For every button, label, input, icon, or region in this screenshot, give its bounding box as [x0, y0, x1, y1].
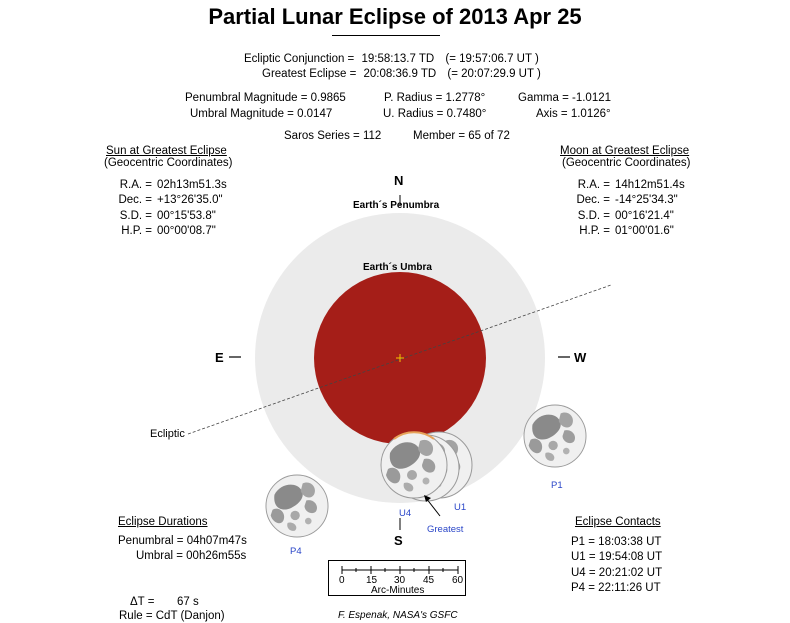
pen-mag: Penumbral Magnitude = 0.9865 — [185, 92, 346, 104]
saros-member: Member = 65 of 72 — [413, 130, 510, 142]
ecliptic-label: Ecliptic — [150, 428, 185, 440]
sun-subheading: (Geocentric Coordinates) — [104, 157, 233, 169]
duration-penumbral: Penumbral = 04h07m47s — [118, 535, 247, 547]
scale-tick-45: 45 — [423, 575, 435, 586]
greatest-label: Greatest Eclipse = — [262, 68, 357, 80]
contacts-heading: Eclipse Contacts — [575, 516, 661, 528]
moon-u4 — [381, 432, 447, 498]
duration-umbral: Umbral = 00h26m55s — [136, 550, 247, 562]
moon-row: S.D. = 00°16'21.4" — [577, 209, 674, 222]
penumbra-label: Earth´s Penumbra — [353, 200, 440, 211]
delta-t-label: ΔT = — [130, 596, 155, 608]
contact-label-p4: P4 — [290, 546, 302, 557]
axis: Axis = 1.0126° — [536, 108, 611, 120]
sun-row: R.A. = 02h13m51.3s — [119, 179, 227, 191]
contact-row: P1 = 18:03:38 UT — [571, 536, 662, 548]
p-radius: P. Radius = 1.2778° — [384, 92, 486, 104]
moon-p1 — [524, 405, 586, 467]
durations-heading: Eclipse Durations — [118, 516, 208, 528]
umbra-label: Earth´s Umbra — [363, 262, 432, 273]
umb-mag: Umbral Magnitude = 0.0147 — [190, 108, 333, 120]
contact-row: U1 = 19:54:08 UT — [571, 551, 663, 564]
gamma: Gamma = -1.0121 — [518, 92, 612, 104]
south-label: S — [394, 533, 403, 548]
moon-subheading: (Geocentric Coordinates) — [562, 157, 691, 169]
scale-tick-60: 60 — [452, 575, 464, 586]
scale-label: Arc-Minutes — [371, 585, 425, 596]
scale-tick-15: 15 — [366, 575, 378, 586]
contact-label-u4: U4 — [399, 508, 412, 519]
saros-series: Saros Series = 112 — [284, 130, 382, 142]
scale-tick-30: 30 — [394, 575, 406, 586]
rule-text: Rule = CdT (Danjon) — [119, 610, 225, 622]
sun-row: Dec. = +13°26'35.0" — [118, 194, 223, 207]
page-title: Partial Lunar Eclipse of 2013 Apr 25 — [208, 4, 582, 29]
greatest-td: 20:08:36.9 TD — [363, 68, 437, 80]
credit-text: F. Espenak, NASA's GSFC — [338, 610, 458, 621]
contact-label-p1: P1 — [551, 480, 563, 491]
moon-p4 — [266, 475, 328, 537]
conjunction-td: 19:58:13.7 TD — [361, 53, 435, 65]
contacts-list — [571, 535, 662, 596]
sun-heading: Sun at Greatest Eclipse — [106, 145, 227, 157]
north-label: N — [394, 173, 404, 188]
sun-row: S.D. = 00°15'53.8" — [119, 209, 216, 222]
greatest-label: Greatest — [427, 524, 464, 535]
scale-tick-0: 0 — [339, 575, 345, 586]
moon-row: Dec. = -14°25'34.3" — [576, 194, 678, 207]
u-radius: U. Radius = 0.7480° — [383, 108, 487, 120]
contact-label-u1: U1 — [454, 502, 467, 513]
east-label: E — [215, 350, 224, 365]
moon-heading: Moon at Greatest Eclipse — [560, 145, 690, 157]
conjunction-label: Ecliptic Conjunction = — [244, 53, 355, 65]
moon-row: R.A. = 14h12m51.4s — [577, 179, 685, 191]
sun-row: H.P. = 00°00'08.7" — [121, 224, 216, 237]
contact-row: U4 = 20:21:02 UT — [571, 566, 663, 579]
west-label: W — [574, 350, 587, 365]
greatest-ut: (= 20:07:29.9 UT ) — [447, 68, 541, 80]
moon-row: H.P. = 01°00'01.6" — [579, 224, 674, 237]
conjunction-ut: (= 19:57:06.7 UT ) — [445, 53, 539, 65]
delta-t-value: 67 s — [177, 596, 199, 608]
contact-row: P4 = 22:11:26 UT — [571, 581, 661, 594]
